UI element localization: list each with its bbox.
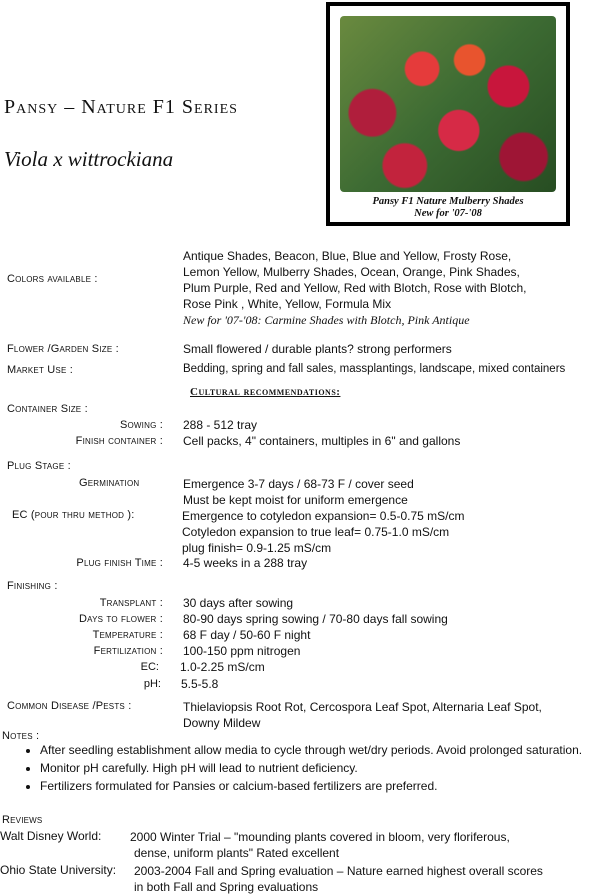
finishing-row-value: 5.5-5.8 (181, 677, 219, 691)
finish-container-value: Cell packs, 4" containers, multiples in 6" and gallons (183, 434, 461, 448)
plug-stage-label: Plug Stage : (7, 460, 71, 472)
finishing-row-value: 30 days after sowing (183, 596, 294, 610)
finishing-row-label: Transplant : (99, 597, 163, 609)
germination-label: Germination (79, 477, 140, 489)
germination-line: Must be kept moist for uniform emergence (183, 493, 408, 507)
plug-finish-time-value: 4-5 weeks in a 288 tray (183, 556, 308, 570)
ec-label: EC (pour thru method ): (12, 509, 135, 521)
review-line: dense, uniform plants" Rated excellent (134, 846, 340, 860)
photo-caption-line1: Pansy F1 Nature Mulberry Shades (372, 196, 524, 207)
finishing-row-value: 100-150 ppm nitrogen (183, 644, 301, 658)
finish-container-label: Finish container : (75, 435, 163, 447)
colors-label: Colors available : (7, 273, 98, 285)
page-title: Pansy – Nature F1 Series (4, 96, 238, 118)
note-item: • Fertilizers formulated for Pansies or calcium-based fertilizers are preferred. (40, 779, 582, 793)
notes-list (20, 743, 582, 797)
ec-line: plug finish= 0.9-1.25 mS/cm (182, 541, 332, 555)
notes-label: Notes : (2, 730, 40, 742)
finishing-row-value: 1.0-2.25 mS/cm (180, 660, 265, 674)
finishing-row-label: Fertilization : (93, 645, 163, 657)
photo-caption (330, 196, 566, 220)
germination-value (183, 476, 414, 508)
product-photo-frame (326, 2, 570, 226)
review-text (130, 829, 510, 861)
review-line: 2003-2004 Fall and Spring evaluation – Nature earned highest overall scores (134, 864, 543, 878)
photo-caption-line2: New for '07-'08 (414, 208, 482, 219)
cultural-header: Cultural recommendations: (190, 386, 341, 398)
plug-finish-time-label: Plug finish Time : (76, 557, 163, 569)
colors-list (183, 248, 527, 328)
finishing-label: Finishing : (7, 580, 58, 592)
finishing-row-value: 80-90 days spring sowing / 70-80 days fall sowing (183, 612, 448, 626)
sowing-value: 288 - 512 tray (183, 418, 258, 432)
germination-line: Emergence 3-7 days / 68-73 F / cover seed (183, 477, 414, 491)
market-use-value: Bedding, spring and fall sales, massplantings, landscape, mixed containers (183, 363, 566, 375)
colors-line: Plum Purple, Red and Yellow, Red with Blotch, Rose with Blotch, (183, 281, 527, 295)
disease-line: Downy Mildew (183, 716, 261, 730)
finishing-row-label: EC: (140, 661, 159, 673)
finishing-row-label: Days to flower : (79, 613, 163, 625)
disease-label: Common Disease /Pests : (7, 700, 132, 712)
review-source: Ohio State University: (0, 863, 117, 877)
review-line: in both Fall and Spring evaluations (134, 880, 319, 894)
review-source: Walt Disney World: (0, 829, 102, 843)
sowing-label: Sowing : (119, 419, 163, 431)
colors-line: Lemon Yellow, Mulberry Shades, Ocean, Orange, Pink Shades, (183, 265, 520, 279)
finishing-row-label: pH: (143, 678, 161, 690)
finishing-row-value: 68 F day / 50-60 F night (183, 628, 311, 642)
latin-name: Viola x wittrockiana (4, 147, 174, 171)
disease-line: Thielaviopsis Root Rot, Cercospora Leaf Spot, Alternaria Leaf Spot, (183, 700, 542, 714)
flower-size-label: Flower /Garden Size : (7, 343, 119, 355)
market-use-label: Market Use : (7, 364, 74, 376)
note-item: • Monitor pH carefully. High pH will lead to nutrient deficiency. (40, 761, 582, 775)
colors-line: Antique Shades, Beacon, Blue, Blue and Yellow, Frosty Rose, (183, 249, 512, 263)
colors-new-line: New for '07-'08: Carmine Shades with Blotch, Pink Antique (183, 313, 470, 327)
ec-line: Emergence to cotyledon expansion= 0.5-0.75 mS/cm (182, 509, 465, 523)
pansy-flowers-image (340, 16, 556, 192)
ec-line: Cotyledon expansion to true leaf= 0.75-1.0 mS/cm (182, 525, 450, 539)
note-item: • After seedling establishment allow media to cycle through wet/dry periods. Avoid prolonged saturation. (40, 743, 582, 757)
review-line: 2000 Winter Trial – "mounding plants covered in bloom, very floriferous, (130, 830, 510, 844)
ec-values (182, 508, 465, 556)
colors-line: Rose Pink , White, Yellow, Formula Mix (183, 297, 392, 311)
container-label: Container Size : (7, 403, 88, 415)
flower-size-value: Small flowered / durable plants? strong performers (183, 342, 452, 356)
review-text (134, 863, 543, 895)
disease-value (183, 699, 542, 731)
finishing-row-label: Temperature : (92, 629, 163, 641)
reviews-label: Reviews (2, 814, 43, 826)
